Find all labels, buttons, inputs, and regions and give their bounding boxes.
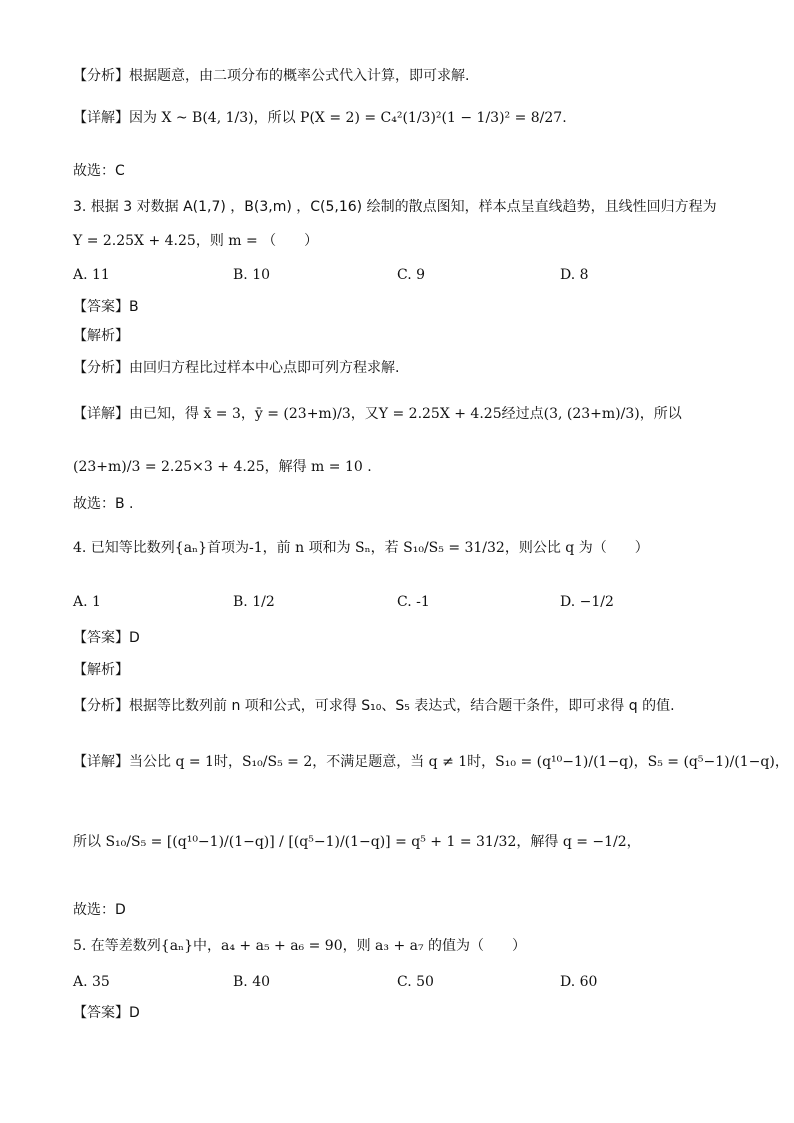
detail-pre: 因为 — [129, 110, 157, 126]
q2-detail-math: X ~ B(4, 1/3)，所以 P(X = 2) = C₄²(1/3)²(1 − 1/3)² = 8/27. — [161, 110, 567, 126]
q4-detail-line1: 【详解】当公比 q = 1时，S₁₀/S₅ = 2，不满足题意，当 q ≠ 1时，S₁₀ = (q¹⁰−1)/(1−q)，S₅ = (q⁵−1)/(1−q)， — [73, 754, 789, 770]
q4-analysis: 【分析】根据等比数列前 n 项和公式，可求得 S₁₀、S₅ 表达式，结合题干条件，即可求得 q 的值. — [73, 698, 675, 714]
detail-label: 【详解】 — [73, 110, 129, 126]
q5-stem: 5. 在等差数列{aₙ}中，a₄ + a₅ + a₆ = 90，则 a₃ + a₇ 的值为（ ） — [73, 938, 527, 954]
q4-detail-line2: 所以 S₁₀/S₅ = [(q¹⁰−1)/(1−q)] / [(q⁵−1)/(1−q)] = q⁵ + 1 = 31/32，解得 q = −1/2， — [73, 834, 641, 850]
q5-option-c: C. 50 — [397, 974, 434, 990]
q3-answer: 【答案】B — [73, 299, 139, 315]
detail-label: 【详解】 — [73, 406, 129, 422]
q3-analysis-head: 【解析】 — [73, 328, 129, 344]
q3-detail-math: 由已知，得 x̄ = 3，ȳ = (23+m)/3，又Y = 2.25X + 4.25经过点(3, (23+m)/3)，所以 — [129, 406, 682, 422]
q3-detail-line1 — [73, 404, 682, 424]
q3-detail-line2: (23+m)/3 = 2.25×3 + 4.25，解得 m = 10 . — [73, 459, 372, 475]
q2-detail — [73, 108, 567, 128]
q4-answer: 【答案】D — [73, 630, 140, 646]
q4-analysis-head: 【解析】 — [73, 662, 129, 678]
q4-choose: 故选：D — [73, 902, 126, 918]
q2-analysis — [73, 66, 469, 86]
q4-option-b: B. 1/2 — [233, 594, 275, 610]
q5-option-a: A. 35 — [73, 974, 110, 990]
q3-option-b: B. 10 — [233, 267, 271, 283]
q3-option-d: D. 8 — [560, 267, 589, 283]
q3-stem-line2: Y = 2.25X + 4.25，则 m = （ ） — [73, 233, 319, 249]
q5-answer: 【答案】D — [73, 1005, 140, 1021]
q3-option-a: A. 11 — [73, 267, 110, 283]
q5-option-d: D. 60 — [560, 974, 598, 990]
q4-stem-text: 4. 已知等比数列{aₙ}首项为-1，前 n 项和为 Sₙ，若 S₁₀/S₅ = 31/32，则公比 q 为（ ） — [73, 540, 649, 556]
q3-analysis: 【分析】由回归方程比过样本中心点即可列方程求解. — [73, 360, 400, 376]
q4-stem — [73, 538, 649, 558]
q3-stem-line1: 3. 根据 3 对数据 A(1,7) ，B(3,m) ，C(5,16) 绘制的散点图知，样本点呈直线趋势，且线性回归方程为 — [73, 199, 717, 215]
analysis-text: 根据题意，由二项分布的概率公式代入计算，即可求解. — [129, 68, 470, 84]
q3-choose: 故选：B . — [73, 496, 134, 512]
q4-option-d: D. −1/2 — [560, 594, 614, 610]
q5-option-b: B. 40 — [233, 974, 271, 990]
q4-option-a: A. 1 — [73, 594, 101, 610]
q2-choose: 故选：C — [73, 163, 125, 179]
q3-option-c: C. 9 — [397, 267, 426, 283]
analysis-label: 【分析】 — [73, 68, 129, 84]
q4-option-c: C. -1 — [397, 594, 430, 610]
